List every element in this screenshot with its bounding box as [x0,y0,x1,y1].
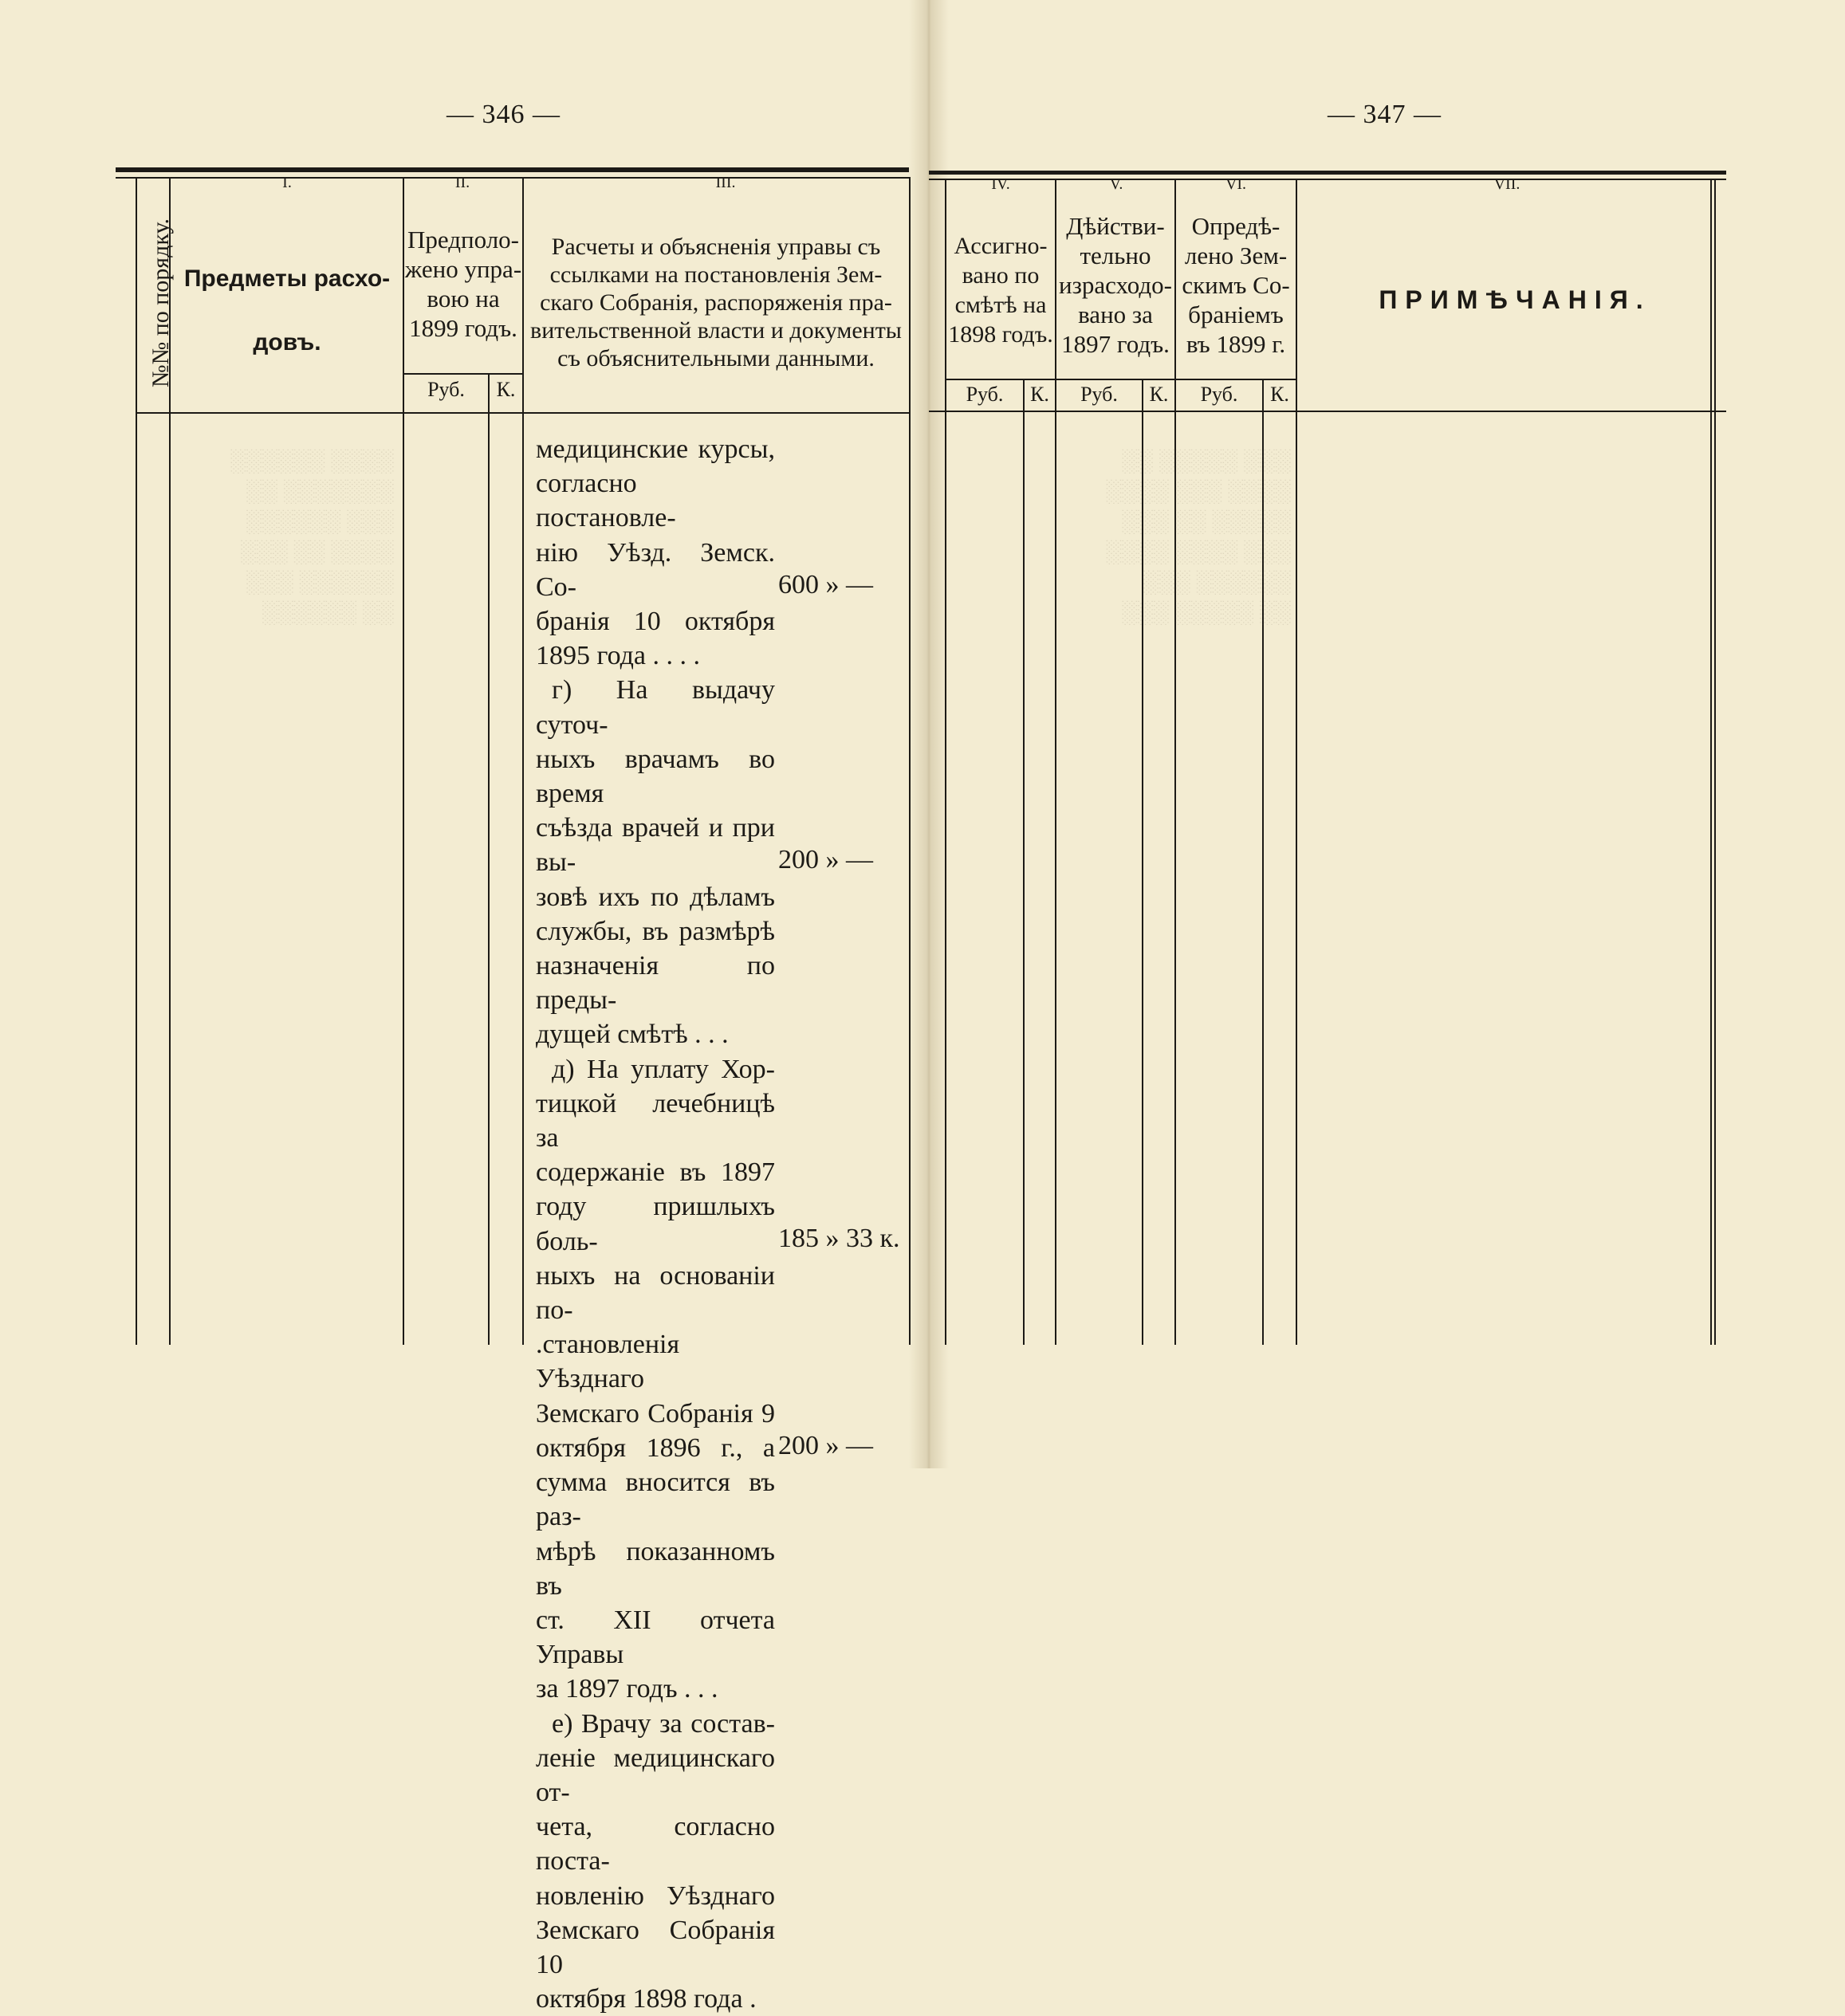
header-proposed-line: жено упра- [404,255,522,283]
header-explanations [526,233,906,372]
show-through-texture: ░░░ ░░░░░ ░░ ░░░░ ░░░ ░░░░ ░░░░░ ░░ ░░░ ░░░ ░░░░ ░░░░ ░░░░░░ ░░░ ░░ ░░░░░ ░░░ [1106,449,1292,625]
body-line: зовѣ ихъ по дѣламъ [536,882,775,912]
col-border [1714,179,1716,1345]
header-determined [1176,211,1296,359]
header-proposed-line: Предполо- [407,226,519,253]
body-line: новленію Уѣзднаго [536,1880,775,1911]
roman-numeral-1: I. [282,174,292,191]
header-determined-line: браніемъ [1188,301,1284,328]
header-order-number: №№ по порядку. [148,218,174,388]
left-page-number: — 346 — [446,100,561,129]
body-line: 1895 года . . . . [536,641,701,671]
body-line: октября 1898 года . [536,1984,757,2014]
header-spent-line: вано за [1078,301,1153,328]
header-assigned-line: смѣтѣ на [954,292,1047,318]
unit-kop: К. [1270,383,1289,406]
header-proposed-line: 1899 годъ. [409,314,517,342]
roman-numeral-5: V. [1109,175,1123,193]
roman-numeral-4: IV. [991,175,1010,193]
top-rule-right [929,171,1726,175]
right-page-number: — 347 — [1328,100,1442,129]
header-spent-line: Дѣйстви- [1066,212,1165,240]
col-border [1296,179,1297,1345]
header-spent [1056,211,1174,359]
body-line: дущей смѣтѣ . . . [536,1020,729,1050]
amount-medical-report: 200 » — [778,1431,873,1460]
header-remarks: ПРИМѢЧАНІЯ. [1379,285,1651,314]
header-explanations-line: ссылками на постановленія Зем- [549,261,883,288]
body-line: Земскаго Собранія 9 [536,1398,775,1428]
body-line: Земскаго Собранія 10 [536,1915,775,1979]
unit-kop: К. [1030,383,1049,406]
body-line: ныхъ на основаніи по- [536,1260,775,1326]
col-border [1023,379,1025,1345]
header-assigned [946,231,1055,349]
header-spent-line: израсходо- [1059,271,1172,299]
unit-rub: Руб. [427,378,465,401]
header-bottom-rule-right [929,411,1726,412]
unit-rule-right [945,379,1296,380]
header-explanations-line: скаго Собранія, распоряженія пра- [540,289,892,316]
header-spent-line: тельно [1080,242,1151,269]
header-explanations-line: вительственной власти и документы [530,317,902,344]
unit-rule-proposed [403,373,522,375]
body-line: за 1897 годъ . . . [536,1674,718,1704]
body-line: медицинские курсы, [536,434,775,464]
unit-kop: К. [1149,383,1169,406]
body-line: е) Врачу за состав- [552,1708,775,1739]
col-border [522,177,524,1345]
show-through-texture: ░░░░ ░░░░░░ ░░░░░░░ ░░ ░░░ ░░░░░░ ░░░░ ░░ ░░░ ░░░░░░ ░░░ ░░ ░░░░░░ [230,449,395,625]
header-assigned-line: Ассигно- [954,233,1048,259]
header-items-line: довъ. [253,329,321,356]
body-line: октября 1896 г., а [536,1432,775,1463]
roman-numeral-6: VI. [1225,175,1247,193]
header-determined-line: Опредѣ- [1191,212,1280,240]
body-line: службы, въ размѣрѣ [536,916,775,946]
body-line: чета, согласно поста- [536,1812,775,1876]
col-border [1710,179,1712,1345]
header-items [179,247,395,375]
unit-kop: К. [496,378,516,401]
body-line: ныхъ врачамъ во время [536,744,775,809]
unit-rub: Руб. [1200,383,1238,406]
header-explanations-line: съ объяснительными данными. [557,345,875,371]
body-line: назначенія по преды- [536,951,775,1016]
header-determined-line: скимъ Со- [1182,271,1290,299]
body-line: сумма вносится въ раз- [536,1468,775,1532]
top-thin-rule-right [929,179,1726,180]
body-line: .становленія Уѣзднаго [536,1330,680,1394]
body-line: содержаніе въ 1897 [536,1157,775,1188]
col-border [945,179,946,1345]
amount-khortitsa-hospital: 185 » 33 к. [778,1224,900,1253]
body-line: году пришлыхъ боль- [536,1192,775,1256]
header-explanations-line: Расчеты и объясненія управы съ [551,234,881,260]
header-items-line: Предметы расхо- [183,265,391,292]
header-proposed [404,225,522,343]
unit-rub: Руб. [966,383,1004,406]
amount-courses: 600 » — [778,570,873,599]
header-determined-line: лено Зем- [1184,242,1288,269]
header-spent-line: 1897 годъ. [1061,330,1170,358]
body-line: согласно постановле- [536,469,676,533]
header-assigned-line: 1898 годъ. [948,321,1053,348]
body-line: д) На уплату Хор- [552,1054,775,1084]
col-border [488,373,490,1345]
roman-numeral-7: VII. [1493,175,1520,193]
unit-rub: Руб. [1080,383,1118,406]
body-line: тицкой лечебницѣ за [536,1088,775,1153]
body-line: ст. XII отчета Управы [536,1605,775,1670]
top-thin-rule-left [116,177,909,179]
body-line: г) На выдачу суточ- [536,675,775,740]
amount-per-diem: 200 » — [778,845,873,874]
roman-numeral-3: III. [715,174,736,191]
col-border [909,177,911,1345]
header-proposed-line: вою на [427,285,500,312]
body-line: мѣрѣ показанномъ въ [536,1536,775,1601]
roman-numeral-2: II. [454,174,470,191]
body-line: нію Уѣзд. Земск. Со- [536,537,775,602]
header-assigned-line: вано по [962,262,1040,289]
top-rule-left [116,167,909,172]
body-line: съѣзда врачей и при вы- [536,813,775,878]
col-border [403,177,404,1345]
body-line: леніе медицинскаго от- [536,1743,775,1807]
body-line: бранія 10 октября [536,607,775,637]
header-determined-line: въ 1899 г. [1186,330,1286,358]
explanation-body [536,432,775,2016]
book-spine [909,0,949,1468]
